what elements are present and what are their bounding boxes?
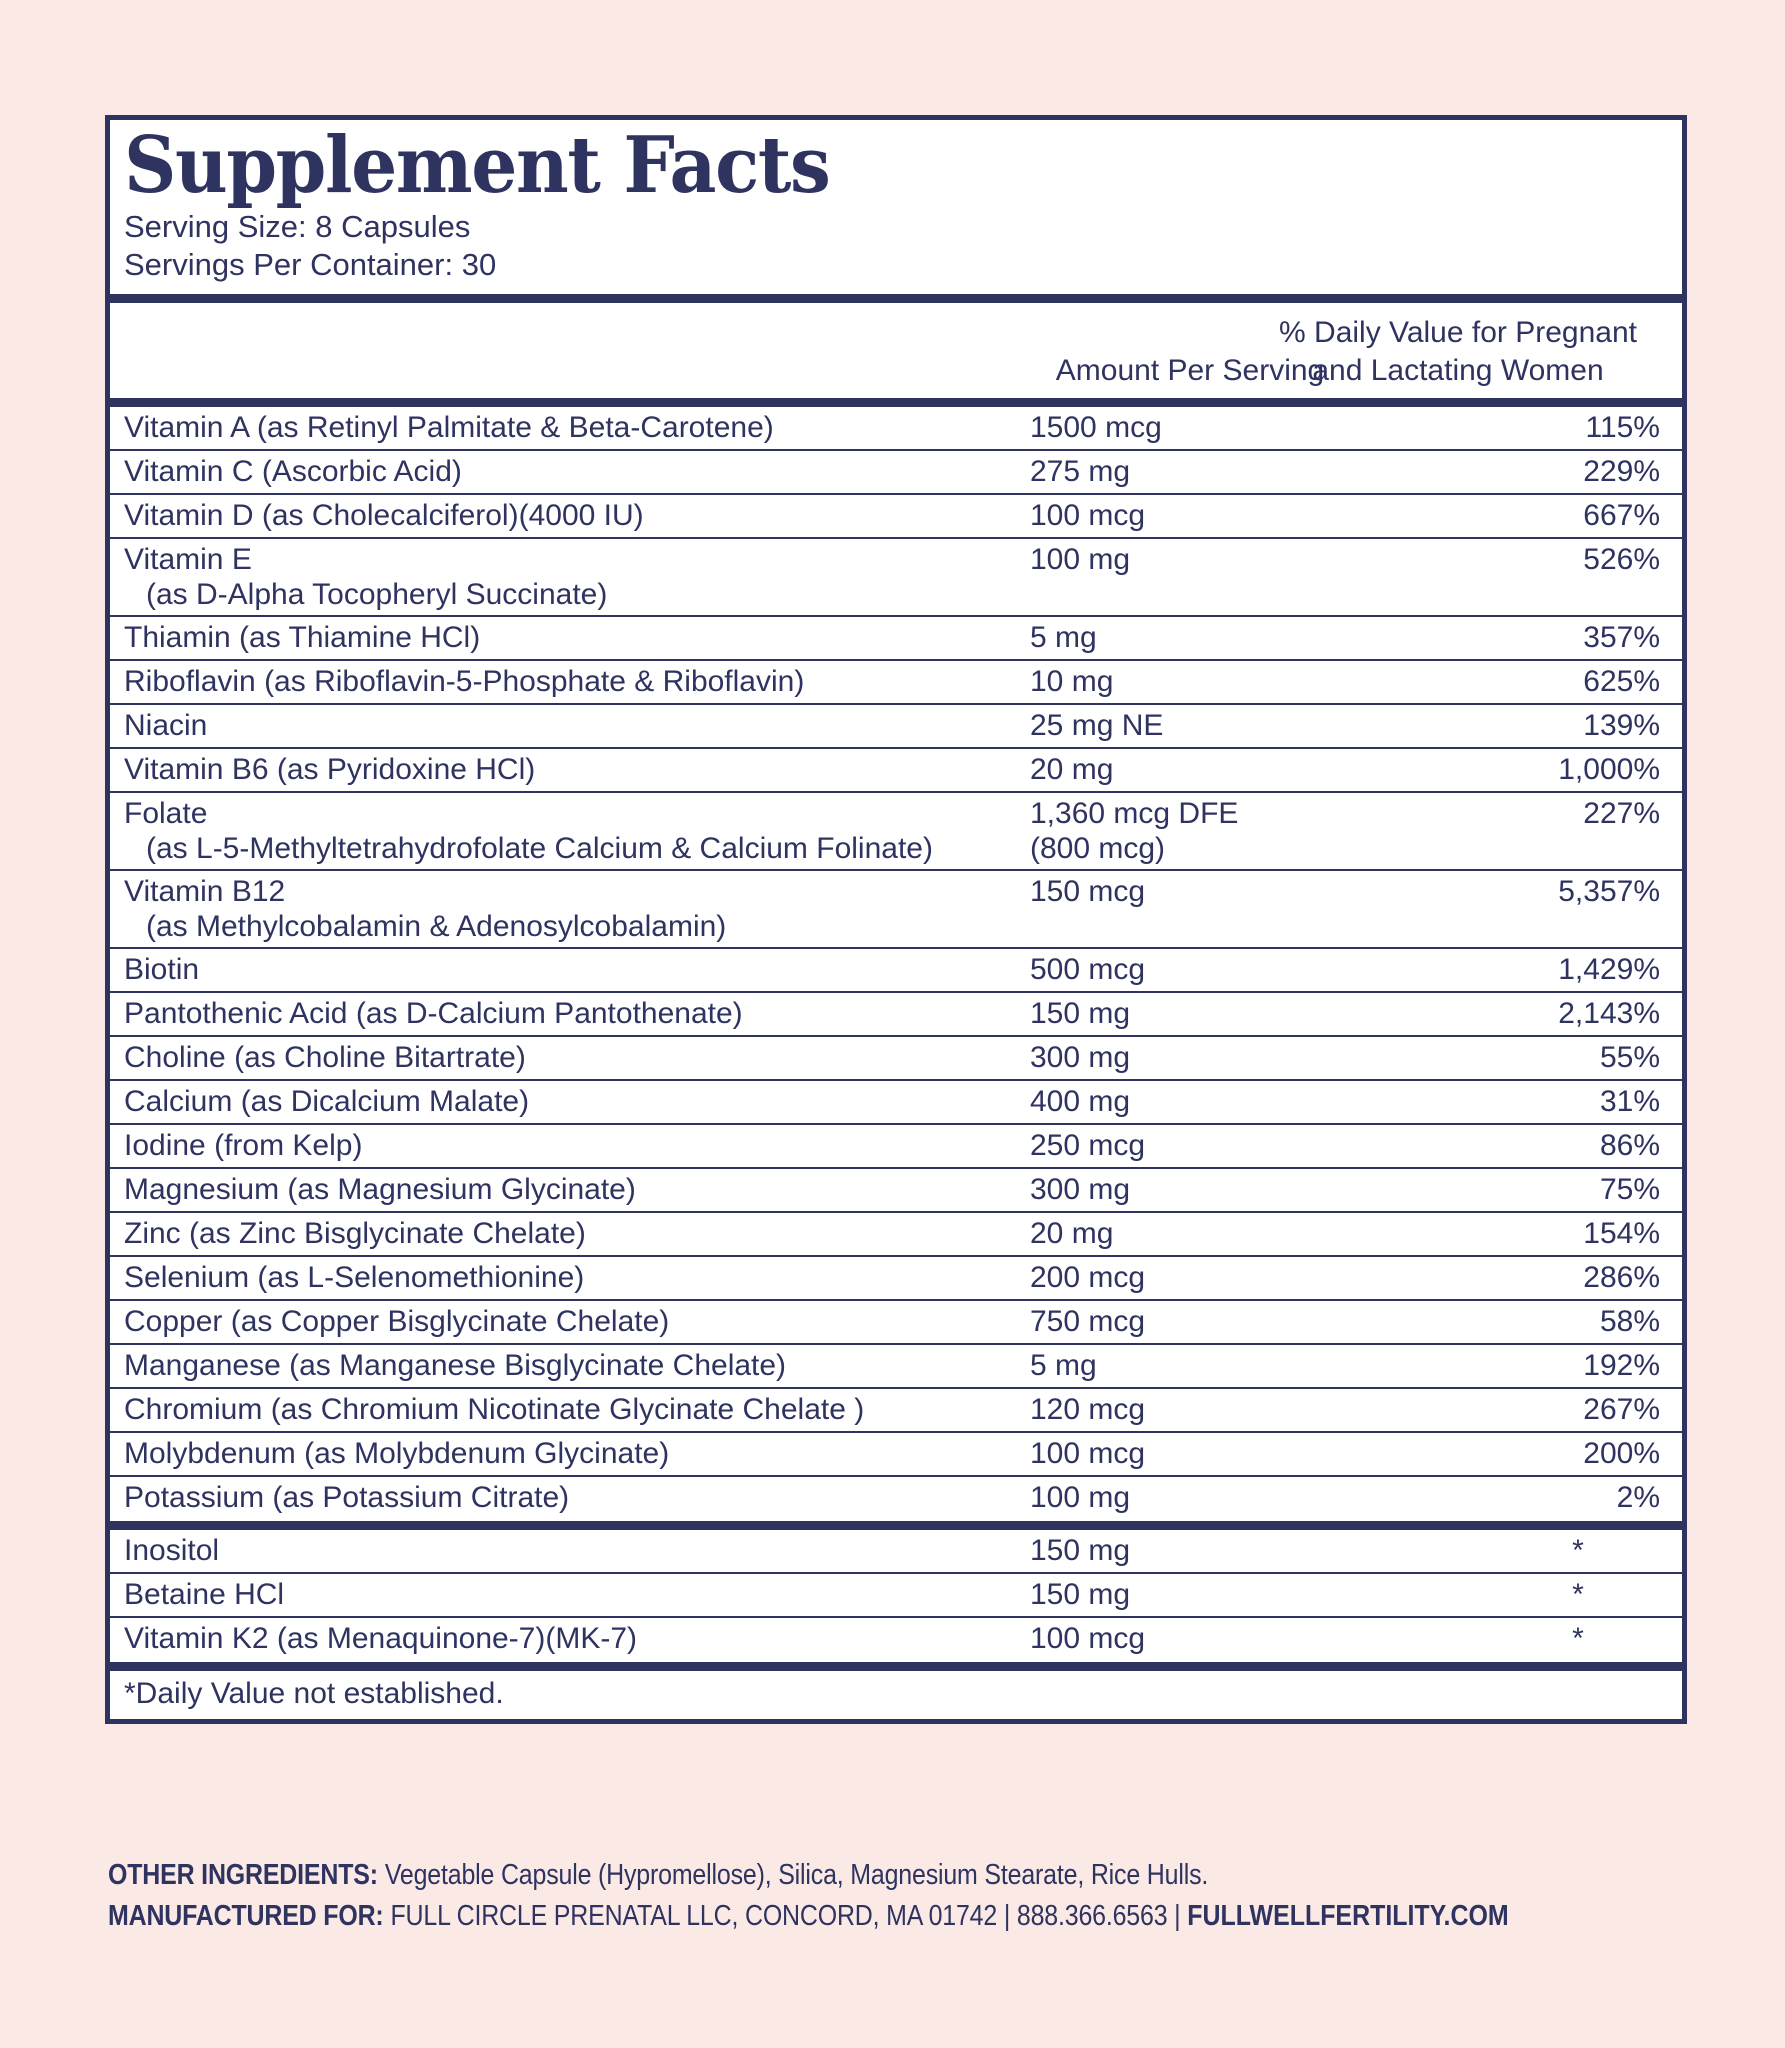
nutrient-row xyxy=(110,1169,1682,1213)
nutrient-amount: 300 mg xyxy=(1030,1040,1131,1074)
nutrient-name: Vitamin E (as D-Alpha Tocopheryl Succinate) xyxy=(124,543,1024,613)
nutrient-row xyxy=(110,1037,1682,1081)
nutrient-name: Copper (as Copper Bisglycinate Chelate) xyxy=(124,1304,670,1338)
nutrient-name: Biotin xyxy=(124,952,200,986)
nutrient-row xyxy=(110,1345,1682,1389)
nutrient-row xyxy=(110,1125,1682,1169)
daily-value-percent: 227% xyxy=(1583,796,1660,830)
nutrient-name: Magnesium (as Magnesium Glycinate) xyxy=(124,1172,636,1206)
daily-value-percent: 526% xyxy=(1583,542,1660,576)
nutrient-name: Pantothenic Acid (as D-Calcium Pantothenate) xyxy=(124,996,743,1030)
nutrient-row xyxy=(110,1389,1682,1433)
nutrient-name: Manganese (as Manganese Bisglycinate Chelate) xyxy=(124,1348,787,1382)
nutrient-name: Potassium (as Potassium Citrate) xyxy=(124,1480,570,1514)
nutrient-name: Vitamin B12 (as Methylcobalamin & Adenosylcobalamin) xyxy=(124,875,1024,945)
nutrient-amount: 400 mg xyxy=(1030,1084,1131,1118)
nutrient-row xyxy=(110,1213,1682,1257)
daily-value-percent: 115% xyxy=(1585,410,1660,444)
nutrient-source: (as L-5-Methyltetrahydrofolate Calcium & Calcium Folinate) xyxy=(146,831,933,865)
nutrient-amount: 20 mg xyxy=(1030,752,1114,786)
nutrient-row xyxy=(110,949,1682,993)
daily-value-header-line1: % Daily Value for Pregnant xyxy=(1279,316,1637,350)
daily-value-percent: 229% xyxy=(1583,454,1660,488)
nutrient-name: Folate (as L-5-Methyltetrahydrofolate Calcium & Calcium Folinate) xyxy=(124,797,1024,867)
nutrient-amount: 100 mg xyxy=(1030,1480,1131,1514)
daily-value-percent: 139% xyxy=(1583,708,1660,742)
nutrient-group-main xyxy=(110,407,1682,1530)
nutrient-amount-secondary: (800 mcg) xyxy=(1030,831,1166,865)
daily-value-asterisk: * xyxy=(1572,1621,1584,1655)
other-ingredients-text: Vegetable Capsule (Hypromellose), Silica, Magnesium Stearate, Rice Hulls. xyxy=(384,1859,1209,1891)
daily-value-percent: 192% xyxy=(1583,1348,1660,1382)
nutrient-name: Chromium (as Chromium Nicotinate Glycinate Chelate ) xyxy=(124,1392,865,1426)
nutrient-name: Thiamin (as Thiamine HCl) xyxy=(124,620,481,654)
nutrient-amount: 500 mcg xyxy=(1030,952,1146,986)
nutrient-amount: 300 mg xyxy=(1030,1172,1131,1206)
nutrient-source: (as D-Alpha Tocopheryl Succinate) xyxy=(146,577,608,611)
nutrient-amount: 25 mg NE xyxy=(1030,708,1164,742)
daily-value-percent: 286% xyxy=(1583,1260,1660,1294)
nutrient-name: Calcium (as Dicalcium Malate) xyxy=(124,1084,530,1118)
nutrient-amount: 100 mcg xyxy=(1030,498,1146,532)
nutrient-amount: 10 mg xyxy=(1030,664,1114,698)
daily-value-header xyxy=(1248,314,1668,390)
nutrient-name: Zinc (as Zinc Bisglycinate Chelate) xyxy=(124,1216,586,1250)
daily-value-percent: 200% xyxy=(1583,1436,1660,1470)
website-link[interactable]: FULLWELLFERTILITY.COM xyxy=(1187,1900,1509,1933)
nutrient-amount: 150 mg xyxy=(1030,1533,1131,1567)
daily-value-percent: 55% xyxy=(1599,1040,1660,1074)
nutrient-row xyxy=(110,495,1682,539)
daily-value-percent: 357% xyxy=(1583,620,1660,654)
nutrient-amount: 750 mcg xyxy=(1030,1304,1146,1338)
nutrient-row xyxy=(110,993,1682,1037)
nutrient-row xyxy=(110,617,1682,661)
nutrient-row xyxy=(110,1301,1682,1345)
nutrient-row xyxy=(110,1477,1682,1521)
nutrient-source: (as Methylcobalamin & Adenosylcobalamin) xyxy=(146,909,727,943)
nutrient-amount: 1,360 mcg DFE (800 mcg) xyxy=(1030,797,1370,867)
nutrient-group-no-dv xyxy=(110,1530,1682,1671)
other-ingredients-label: OTHER INGREDIENTS: xyxy=(108,1859,378,1891)
nutrient-name: Inositol xyxy=(124,1533,220,1567)
nutrient-row xyxy=(110,1530,1682,1574)
nutrient-row xyxy=(110,705,1682,749)
legal-block xyxy=(108,1855,1748,1937)
other-ingredients-line xyxy=(108,1855,1518,1896)
nutrient-amount: 5 mg xyxy=(1030,620,1097,654)
nutrient-name: Molybdenum (as Molybdenum Glycinate) xyxy=(124,1436,670,1470)
nutrient-amount: 150 mcg xyxy=(1030,874,1146,908)
nutrient-row xyxy=(110,1574,1682,1618)
daily-value-percent: 267% xyxy=(1583,1392,1660,1426)
nutrient-name: Vitamin B6 (as Pyridoxine HCl) xyxy=(124,752,536,786)
panel-header xyxy=(110,120,1682,303)
daily-value-footnote: *Daily Value not established. xyxy=(124,1676,504,1710)
nutrient-name: Choline (as Choline Bitartrate) xyxy=(124,1040,526,1074)
nutrient-amount: 250 mcg xyxy=(1030,1128,1146,1162)
nutrient-amount: 150 mg xyxy=(1030,1577,1131,1611)
daily-value-percent: 2% xyxy=(1616,1480,1660,1514)
nutrient-name: Niacin xyxy=(124,708,208,742)
panel-title: Supplement Facts xyxy=(124,120,830,211)
daily-value-percent: 5,357% xyxy=(1558,874,1660,908)
daily-value-percent: 154% xyxy=(1583,1216,1660,1250)
supplement-facts-panel xyxy=(105,115,1687,1724)
nutrient-name: Vitamin A (as Retinyl Palmitate & Beta-Carotene) xyxy=(124,410,774,444)
daily-value-percent: 1,429% xyxy=(1558,952,1660,986)
nutrient-row xyxy=(110,749,1682,793)
nutrient-name: Vitamin D (as Cholecalciferol)(4000 IU) xyxy=(124,498,644,532)
amount-per-serving-header: Amount Per Serving xyxy=(1055,353,1325,387)
nutrient-row xyxy=(110,793,1682,871)
nutrient-row xyxy=(110,1081,1682,1125)
nutrient-name: Selenium (as L-Selenomethionine) xyxy=(124,1260,585,1294)
nutrient-amount: 20 mg xyxy=(1030,1216,1114,1250)
nutrient-row xyxy=(110,1433,1682,1477)
nutrient-row xyxy=(110,871,1682,949)
nutrient-row xyxy=(110,451,1682,495)
nutrient-amount: 120 mcg xyxy=(1030,1392,1146,1426)
daily-value-percent: 31% xyxy=(1599,1084,1660,1118)
manufactured-for-text: FULL CIRCLE PRENATAL LLC, CONCORD, MA 01742 | 888.366.6563 | xyxy=(390,1900,1188,1933)
nutrient-amount: 150 mg xyxy=(1030,996,1131,1030)
manufactured-for-line xyxy=(108,1896,1518,1937)
column-header-row xyxy=(110,303,1682,407)
nutrient-row xyxy=(110,539,1682,617)
nutrient-name: Iodine (from Kelp) xyxy=(124,1128,363,1162)
nutrient-name: Vitamin K2 (as Menaquinone-7)(MK-7) xyxy=(124,1621,638,1655)
nutrient-name: Betaine HCl xyxy=(124,1577,285,1611)
nutrient-amount: 275 mg xyxy=(1030,454,1131,488)
daily-value-percent: 58% xyxy=(1599,1304,1660,1338)
daily-value-percent: 625% xyxy=(1583,664,1660,698)
nutrient-amount: 100 mcg xyxy=(1030,1621,1146,1655)
nutrient-amount: 200 mcg xyxy=(1030,1260,1146,1294)
nutrient-amount: 100 mcg xyxy=(1030,1436,1146,1470)
serving-size: Serving Size: 8 Capsules xyxy=(124,208,471,244)
servings-per-container: Servings Per Container: 30 xyxy=(124,246,497,282)
nutrient-amount: 1500 mcg xyxy=(1030,410,1162,444)
daily-value-percent: 1,000% xyxy=(1558,752,1660,786)
nutrient-row xyxy=(110,1618,1682,1662)
manufactured-for-label: MANUFACTURED FOR: xyxy=(108,1900,384,1933)
daily-value-asterisk: * xyxy=(1572,1577,1584,1611)
daily-value-percent: 86% xyxy=(1599,1128,1660,1162)
daily-value-percent: 667% xyxy=(1583,498,1660,532)
nutrient-name: Vitamin C (Ascorbic Acid) xyxy=(124,454,462,488)
daily-value-percent: 2,143% xyxy=(1558,996,1660,1030)
daily-value-asterisk: * xyxy=(1572,1533,1584,1567)
nutrient-amount: 100 mg xyxy=(1030,542,1131,576)
nutrient-amount: 5 mg xyxy=(1030,1348,1097,1382)
nutrient-row xyxy=(110,407,1682,451)
nutrient-row xyxy=(110,1257,1682,1301)
nutrient-name: Riboflavin (as Riboflavin-5-Phosphate & Riboflavin) xyxy=(124,664,805,698)
daily-value-percent: 75% xyxy=(1599,1172,1660,1206)
nutrient-row xyxy=(110,661,1682,705)
daily-value-header-line2: and Lactating Women xyxy=(1312,354,1604,387)
